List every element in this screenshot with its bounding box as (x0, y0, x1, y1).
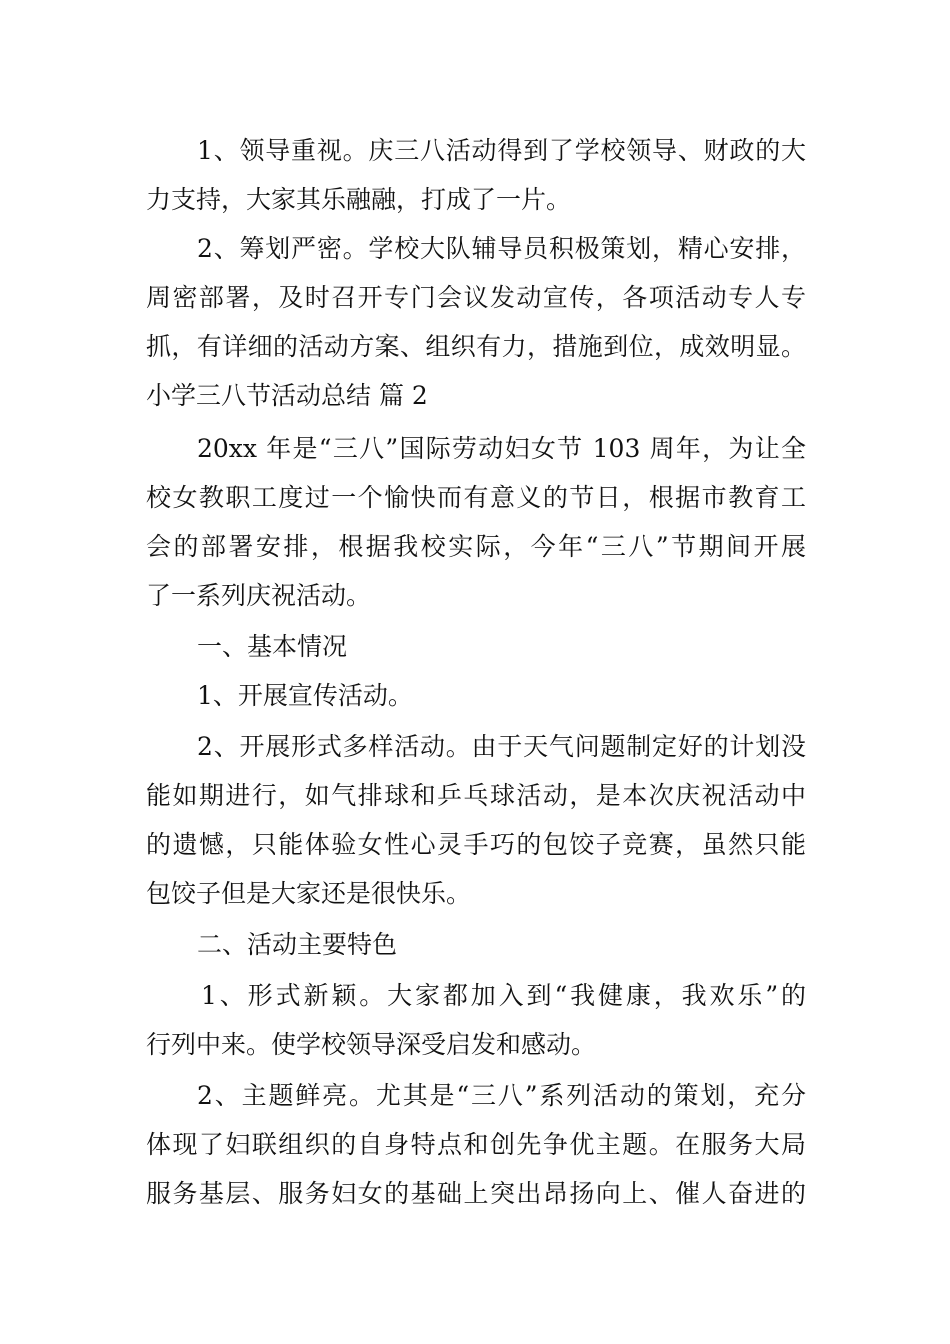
paragraph-line: 1、形式新颖。大家都加入到“我健康，我欢乐”的 (201, 981, 806, 1010)
paragraph-line: 周密部署，及时召开专门会议发动宣传，各项活动专人专 (146, 283, 806, 312)
paragraph-line: 包饺子但是大家还是很快乐。 (146, 879, 472, 908)
subheading: 二、活动主要特色 (197, 930, 398, 959)
paragraph-line: 1、领导重视。庆三八活动得到了学校领导、财政的大 (197, 136, 806, 165)
paragraph-line: 行列中来。使学校领导深受启发和感动。 (146, 1030, 597, 1059)
paragraph-line: 2、开展形式多样活动。由于天气问题制定好的计划没 (197, 732, 806, 761)
paragraph-line: 服务基层、服务妇女的基础上突出昂扬向上、催人奋进的 (146, 1179, 806, 1208)
section-heading: 小学三八节活动总结 篇 2 (146, 381, 428, 410)
paragraph-line: 校女教职工度过一个愉快而有意义的节日，根据市教育工 (146, 483, 806, 512)
paragraph-line: 2、筹划严密。学校大队辅导员积极策划，精心安排， (197, 234, 806, 263)
subheading: 一、基本情况 (197, 632, 348, 661)
paragraph-line: 20xx 年是“三八”国际劳动妇女节 103 周年，为让全 (197, 434, 806, 463)
paragraph-line: 体现了妇联组织的自身特点和创先争优主题。在服务大局 (146, 1130, 806, 1159)
paragraph-line: 会的部署安排，根据我校实际，今年“三八”节期间开展 (146, 532, 806, 561)
paragraph-line: 抓，有详细的活动方案、组织有力，措施到位，成效明显。 (146, 332, 806, 361)
paragraph-line: 能如期进行，如气排球和乒乓球活动，是本次庆祝活动中 (146, 781, 806, 810)
paragraph-line: 2、主题鲜亮。尤其是“三八”系列活动的策划，充分 (197, 1081, 806, 1110)
paragraph-line: 了一系列庆祝活动。 (146, 581, 372, 610)
paragraph-line: 1、开展宣传活动。 (197, 681, 413, 710)
paragraph-line: 的遗憾，只能体验女性心灵手巧的包饺子竞赛，虽然只能 (146, 830, 806, 859)
paragraph-line: 力支持，大家其乐融融，打成了一片。 (146, 185, 572, 214)
